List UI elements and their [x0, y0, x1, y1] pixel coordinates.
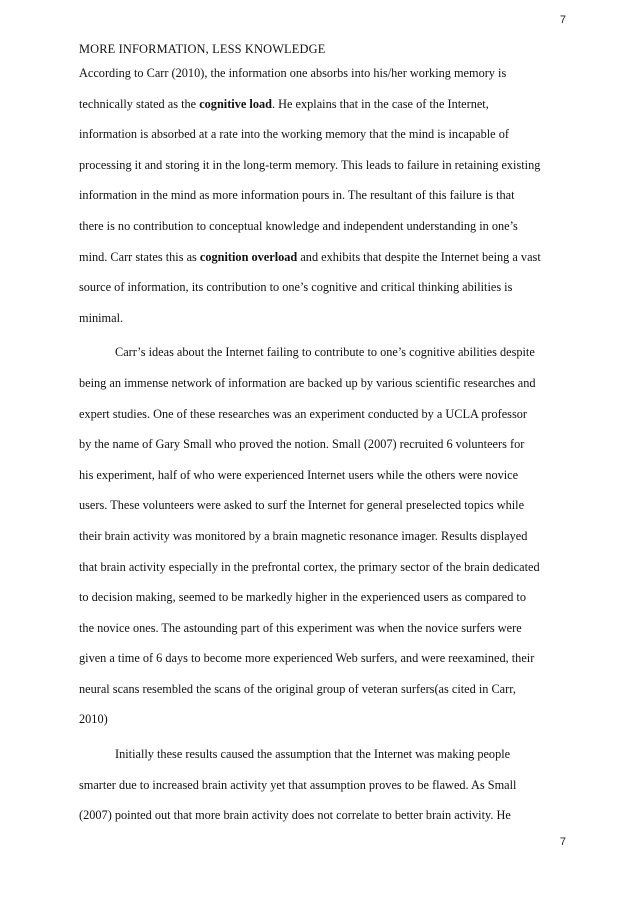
text-line: his experiment, half of who were experienced Internet users while the others were novice [79, 467, 519, 482]
paragraph-2 [79, 343, 569, 741]
text-line: by the name of Gary Small who proved the notion. Small (2007) recruited 6 volunteers for [79, 437, 525, 452]
text-line: neural scans resembled the scans of the original group of veteran surfers(as cited in Carr, [79, 681, 516, 696]
paragraph-1 [79, 64, 569, 339]
text-line: there is no contribution to conceptual knowledge and independent understanding in one’s [79, 218, 518, 233]
text-line: information is absorbed at a rate into the working memory that the mind is incapable of [79, 127, 509, 142]
text-segment: . He explains that in the case of the Internet, [271, 96, 489, 111]
text-line: (2007) pointed out that more brain activity does not correlate to better brain activity. He [79, 808, 511, 823]
page-number-bottom: 7 [559, 836, 566, 848]
text-line: smarter due to increased brain activity yet that assumption proves to be flawed. As Small [79, 777, 517, 792]
text-line: processing it and storing it in the long-term memory. This leads to failure in retaining existing [79, 157, 541, 172]
text-line [79, 95, 569, 126]
text-segment: technically stated as the [79, 96, 200, 111]
text-line: given a time of 6 days to become more experienced Web surfers, and were reexamined, their [79, 651, 535, 666]
paragraph-3 [79, 745, 569, 837]
text-segment: and exhibits that despite the Internet being a vast [297, 249, 541, 264]
text-line: source of information, its contribution to one’s cognitive and critical thinking abilities is [79, 280, 513, 295]
text-line [79, 248, 569, 279]
text-line: being an immense network of information are backed up by various scientific researches and [79, 375, 536, 390]
text-line: Carr’s ideas about the Internet failing to contribute to one’s cognitive abilities despite [115, 345, 535, 360]
text-line: According to Carr (2010), the information one absorbs into his/her working memory is [79, 66, 507, 80]
text-segment: mind. Carr states this as [79, 249, 200, 264]
text-line: to decision making, seemed to be markedly higher in the experienced users as compared to [79, 590, 526, 605]
text-line: expert studies. One of these researches was an experiment conducted by a UCLA professor [79, 406, 528, 421]
text-line: their brain activity was monitored by a brain magnetic resonance imager. Results displayed [79, 528, 528, 543]
text-line: 2010) [79, 712, 108, 727]
text-line: information in the mind as more information pours in. The resultant of this failure is that [79, 188, 515, 203]
text-line: users. These volunteers were asked to surf the Internet for general preselected topics while [79, 498, 525, 513]
term-cognitive-load: cognitive load [199, 96, 272, 111]
text-line: that brain activity especially in the prefrontal cortex, the primary sector of the brain dedicated [79, 559, 540, 574]
text-line: minimal. [79, 310, 124, 325]
body-text [79, 64, 569, 837]
page-number-top: 7 [559, 14, 566, 26]
text-line: Initially these results caused the assumption that the Internet was making people [115, 747, 511, 762]
term-cognition-overload: cognition overload [199, 249, 298, 264]
text-line: the novice ones. The astounding part of this experiment was when the novice surfers were [79, 620, 522, 635]
running-head: MORE INFORMATION, LESS KNOWLEDGE [79, 42, 326, 56]
